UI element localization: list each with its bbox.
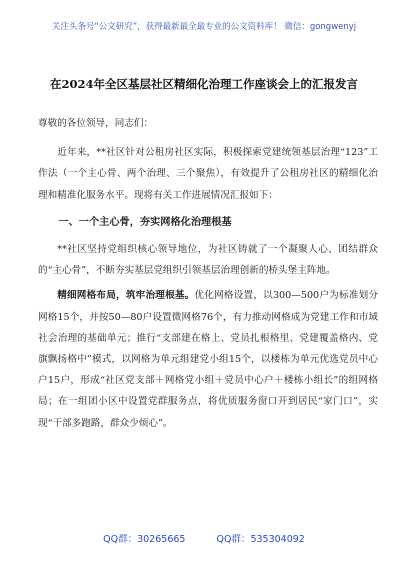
document-body bbox=[38, 113, 378, 434]
document-title: 在2024年全区基层社区精细化治理工作座谈会上的汇报发言 bbox=[49, 77, 358, 91]
paragraph-body: 优化网格设置，以300—500户为标准划分网格15个，并按50—80户设置微网格76个，有力推动网格成为党建工作和市域社会治理的基础单元；推行“支部建在格上、党员扎根格里、党建覆盖格内、党旗飘扬格中”模式，以网格为单元组建党小组15个，以楼栋为单元优选党员中心户15户，形成“社区党支部＋网格党小组＋党员中心户＋楼栋小组长”的组网格局；在一组团小区中设置党群服务点，将优质服务窗口开到居民“家门口”，实现“干部多跑路，群众少烦心”。 bbox=[38, 290, 378, 429]
greeting: 尊敬的各位领导，同志们： bbox=[38, 118, 154, 129]
paragraph-lead: 精细网格布局，筑牢治理根基。 bbox=[57, 290, 195, 302]
qq-group-1: QQ群：30265665 bbox=[103, 534, 186, 545]
section-heading: 一、一个主心骨，夯实网格化治理根基 bbox=[58, 216, 232, 228]
section-paragraph bbox=[38, 285, 378, 433]
footer-contacts bbox=[0, 531, 408, 545]
intro-paragraph: 近年来，**社区针对公租房社区实际，积极探索党建统领基层治理“123”工作法（一个主心骨、两个治理、三个聚焦），有效提升了公租房社区的精细化治理和精准化服务水平。现将有关工作进展情况汇报如下： bbox=[38, 147, 378, 201]
qq-group-2: QQ群：535304092 bbox=[216, 534, 305, 545]
header-banner: 关注头条号“公文研究”，获得最新最全最专业的公文资料库！ 微信：gongwenyj bbox=[51, 22, 357, 32]
section-paragraph: **社区坚持党组织核心领导地位，为社区铸就了一个凝聚人心、团结群众的“主心骨”，不断夯实基层党组织引领基层治理创新的桥头堡主阵地。 bbox=[38, 244, 378, 277]
